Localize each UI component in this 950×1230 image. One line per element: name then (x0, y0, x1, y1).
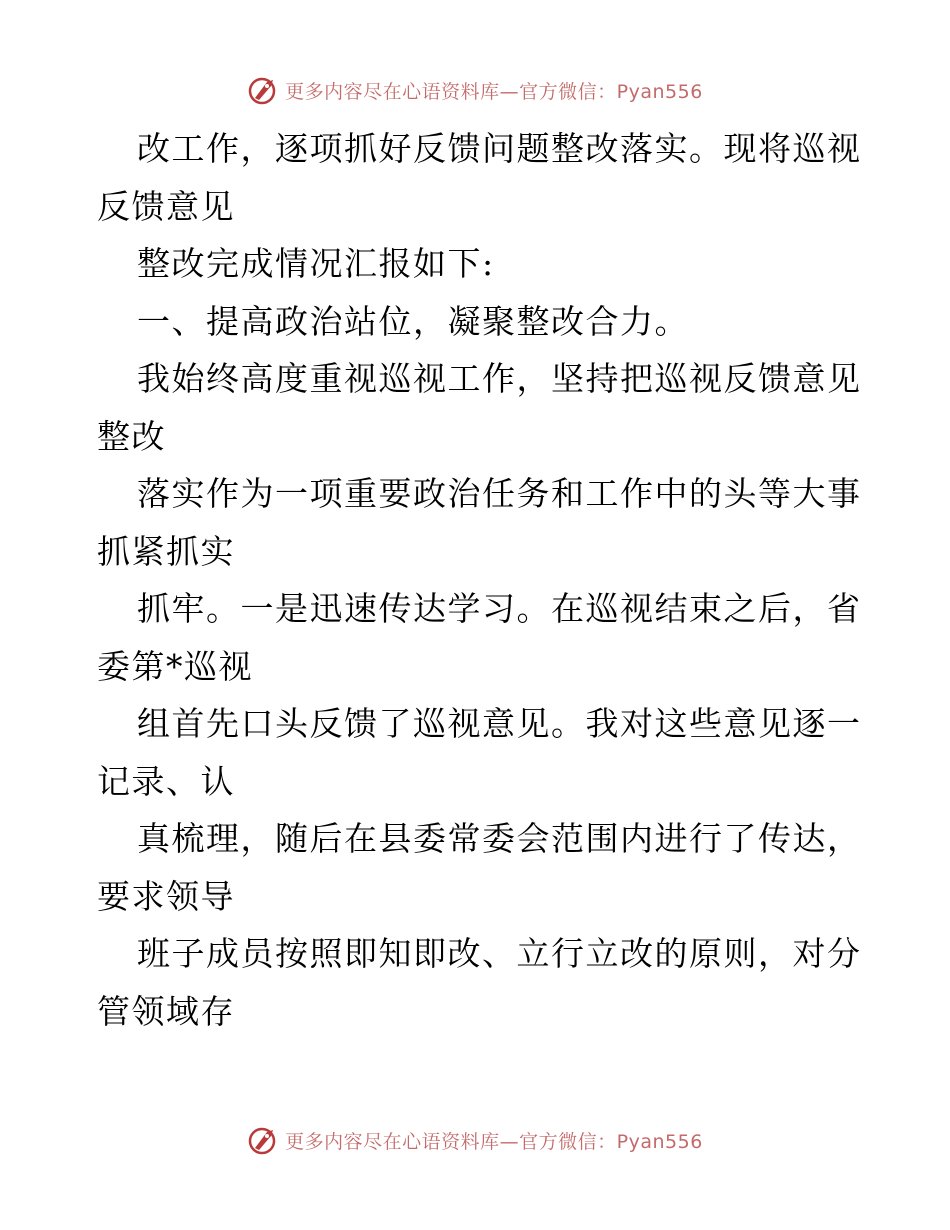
header-banner-text: 更多内容尽在心语资料库—官方微信：Pyan556 (285, 80, 703, 103)
text-line: 记录、认 (97, 761, 235, 801)
text-line: 抓牢。一是迅速传达学习。在巡视结束之后，省 (137, 589, 862, 628)
footer-banner (0, 1120, 950, 1160)
header-banner (0, 70, 950, 110)
text-line: 要求领导 (97, 876, 235, 916)
text-line: 委第*巡视 (97, 646, 253, 686)
document-body (97, 120, 862, 1040)
pen-nib-logo-icon (247, 74, 279, 106)
text-line: 反馈意见 (97, 186, 235, 226)
pen-nib-logo-icon (247, 1124, 279, 1156)
text-line: 组首先口头反馈了巡视意见。我对这些意见逐一 (137, 704, 862, 743)
text-line: 整改 (97, 416, 166, 456)
text-line: 改工作，逐项抓好反馈问题整改落实。现将巡视 (137, 129, 862, 168)
text-line: 落实作为一项重要政治任务和工作中的头等大事 (137, 474, 862, 513)
text-line: 真梳理，随后在县委常委会范围内进行了传达， (137, 819, 862, 858)
text-line: 班子成员按照即知即改、立行立改的原则，对分 (137, 934, 862, 973)
footer-banner-inner (247, 1124, 703, 1156)
text-line: 一、提高政治站位，凝聚整改合力。 (137, 301, 689, 341)
text-line: 我始终高度重视巡视工作，坚持把巡视反馈意见 (137, 359, 862, 398)
text-line: 整改完成情况汇报如下: (137, 244, 495, 283)
text-line: 抓紧抓实 (97, 531, 235, 571)
text-line: 管领域存 (97, 991, 235, 1031)
header-banner-inner (247, 74, 703, 106)
footer-banner-text: 更多内容尽在心语资料库—官方微信：Pyan556 (285, 1130, 703, 1153)
